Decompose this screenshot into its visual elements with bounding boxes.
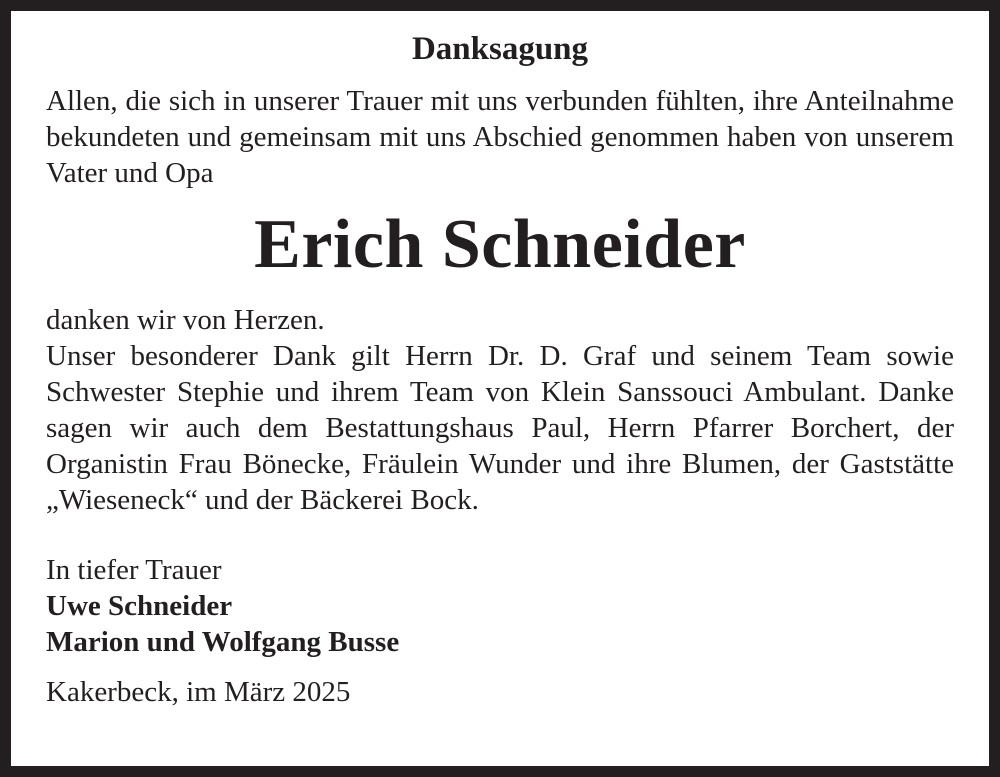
notice-content <box>46 29 954 710</box>
signoff-block <box>46 552 954 660</box>
intro-paragraph: Allen, die sich in unserer Trauer mit uns verbunden fühlten, ihre Anteilnahme bekundeten und gemeinsam mit uns Abschied genommen haben von unserem Vater und Opa <box>46 85 954 189</box>
notice-heading: Danksagung <box>411 31 589 67</box>
mourning-line: In tiefer Trauer <box>46 554 222 586</box>
place-date: Kakerbeck, im März 2025 <box>46 676 351 708</box>
mourner-name: Uwe Schneider <box>46 590 233 622</box>
deceased-name: Erich Schneider <box>254 206 746 283</box>
thanks-line: danken wir von Herzen. <box>46 304 325 336</box>
special-thanks-paragraph: Unser besonderer Dank gilt Herrn Dr. D. Graf und seinem Team sowie Schwester Stephie und ihrem Team von Klein Sanssouci Ambulant. Danke sagen wir auch dem Bestattungshaus Paul, Herrn Pfarrer Borchert, der Organistin Frau Bönecke, Fräulein Wunder und ihre Blumen, der Gaststätte „Wieseneck“ und der Bäckerei Bock. <box>46 340 954 516</box>
mourner-name: Marion und Wolfgang Busse <box>46 626 400 658</box>
